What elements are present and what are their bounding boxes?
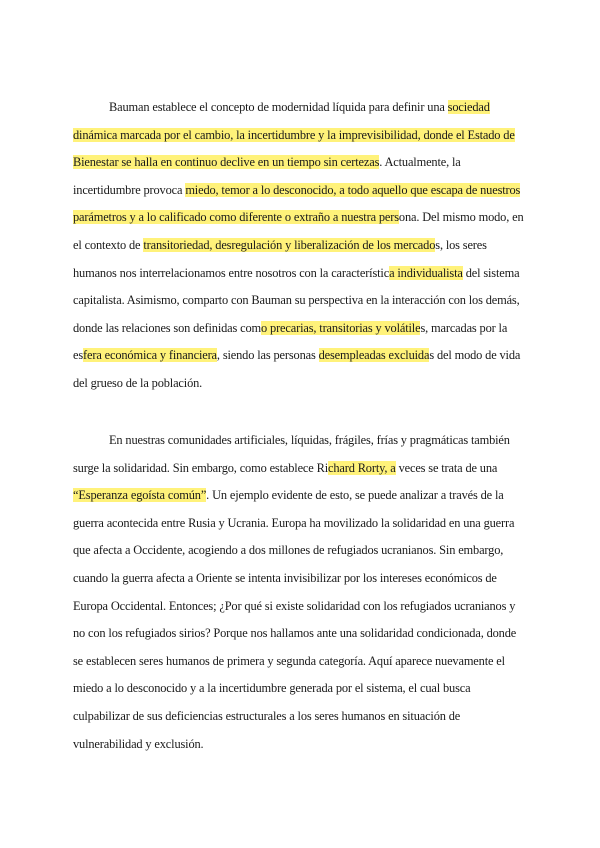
text-line [73, 94, 528, 122]
text-line [73, 204, 528, 232]
text-run: donde las relaciones son definidas com [73, 320, 262, 335]
text-line [73, 260, 528, 288]
paragraph-solidaridad [73, 427, 528, 758]
text-run: capitalista. Asimismo, comparto con Bauman su perspectiva en la interacción con los demás, [73, 293, 520, 308]
text-run: Bauman establece el concepto de modernidad líquida para definir una [109, 100, 448, 114]
text-line [73, 620, 528, 648]
text-line [73, 427, 528, 455]
text-line [73, 122, 528, 150]
highlighted-text: “Esperanza egoísta común” [73, 488, 207, 503]
highlighted-text: dinámica marcada por el cambio, la incertidumbre y la imprevisibilidad, donde el Estado de [73, 127, 515, 142]
text-run: veces se trata de una [395, 460, 498, 475]
text-run: vulnerabilidad y exclusión. [73, 736, 204, 751]
highlighted-text: parámetros y a lo calificado como diferente o extraño a nuestra pers [73, 210, 399, 225]
text-line [73, 648, 528, 676]
text-run: , siendo las personas [216, 348, 319, 363]
text-line [73, 731, 528, 759]
text-run: s, los seres [435, 237, 487, 252]
text-line [73, 315, 528, 343]
text-line [73, 232, 528, 260]
text-line [73, 510, 528, 538]
highlighted-text: o precarias, transitorias y volátile [261, 320, 421, 335]
text-line [73, 287, 528, 315]
text-run: En nuestras comunidades artificiales, líquidas, frágiles, frías y pragmáticas también [109, 433, 510, 447]
highlighted-text: desempleadas excluida [318, 348, 430, 363]
text-run: cuando la guerra afecta a Oriente se intenta invisibilizar por los intereses económicos de [73, 570, 497, 585]
text-run: s del modo de vida [429, 348, 521, 363]
text-run: ona. Del mismo modo, en [398, 210, 524, 225]
text-line [73, 177, 528, 205]
text-run: humanos nos interrelacionamos entre nosotros con la característic [73, 265, 390, 280]
text-run: del grueso de la población. [73, 375, 203, 390]
highlighted-text: chard Rorty, a [327, 460, 396, 475]
text-run: es [73, 348, 84, 363]
text-run: el contexto de [73, 237, 144, 252]
text-run: que afecta a Occidente, acogiendo a dos millones de refugiados ucranianos. Sin embargo, [73, 543, 504, 558]
highlighted-text: transitoriedad, desregulación y liberalización de los mercado [143, 237, 436, 252]
text-run: Europa Occidental. Entonces; ¿Por qué si existe solidaridad con los refugiados ucranianos y [73, 598, 516, 613]
text-run: surge la solidaridad. Sin embargo, como establece Ri [73, 460, 328, 475]
paragraph-bauman [73, 94, 528, 398]
text-line [73, 370, 528, 398]
text-line [73, 537, 528, 565]
text-line [73, 149, 528, 177]
text-line [73, 675, 528, 703]
highlighted-text: a individualista [389, 265, 463, 280]
text-run: culpabilizar de sus deficiencias estructurales a los seres humanos en situación de [73, 708, 461, 723]
text-run: no con los refugiados sirios? Porque nos hallamos ante una solidaridad condicionada, donde [73, 626, 517, 641]
text-run: s, marcadas por la [420, 320, 508, 335]
highlighted-text: sociedad [447, 100, 490, 114]
text-line [73, 565, 528, 593]
text-run: guerra acontecida entre Rusia y Ucrania. Europa ha movilizado la solidaridad en una guerra [73, 515, 515, 530]
highlighted-text: miedo, temor a lo desconocido, a todo aquello que escapa de nuestros [185, 182, 521, 197]
text-run: miedo a lo desconocido y a la incertidumbre generada por el sistema, el cual busca [73, 681, 471, 696]
text-line [73, 703, 528, 731]
highlighted-text: fera económica y financiera [83, 348, 217, 363]
text-run: . Actualmente, la [379, 155, 461, 170]
text-line [73, 593, 528, 621]
highlighted-text: Bienestar se halla en continuo declive en un tiempo sin certezas [73, 155, 380, 170]
text-line [73, 482, 528, 510]
text-line [73, 342, 528, 370]
text-run: incertidumbre provoca [73, 182, 186, 197]
text-run: del sistema [462, 265, 520, 280]
text-run: se establecen seres humanos de primera y segunda categoría. Aquí aparece nuevamente el [73, 653, 505, 668]
text-line [73, 455, 528, 483]
text-run: . Un ejemplo evidente de esto, se puede analizar a través de la [206, 488, 504, 503]
